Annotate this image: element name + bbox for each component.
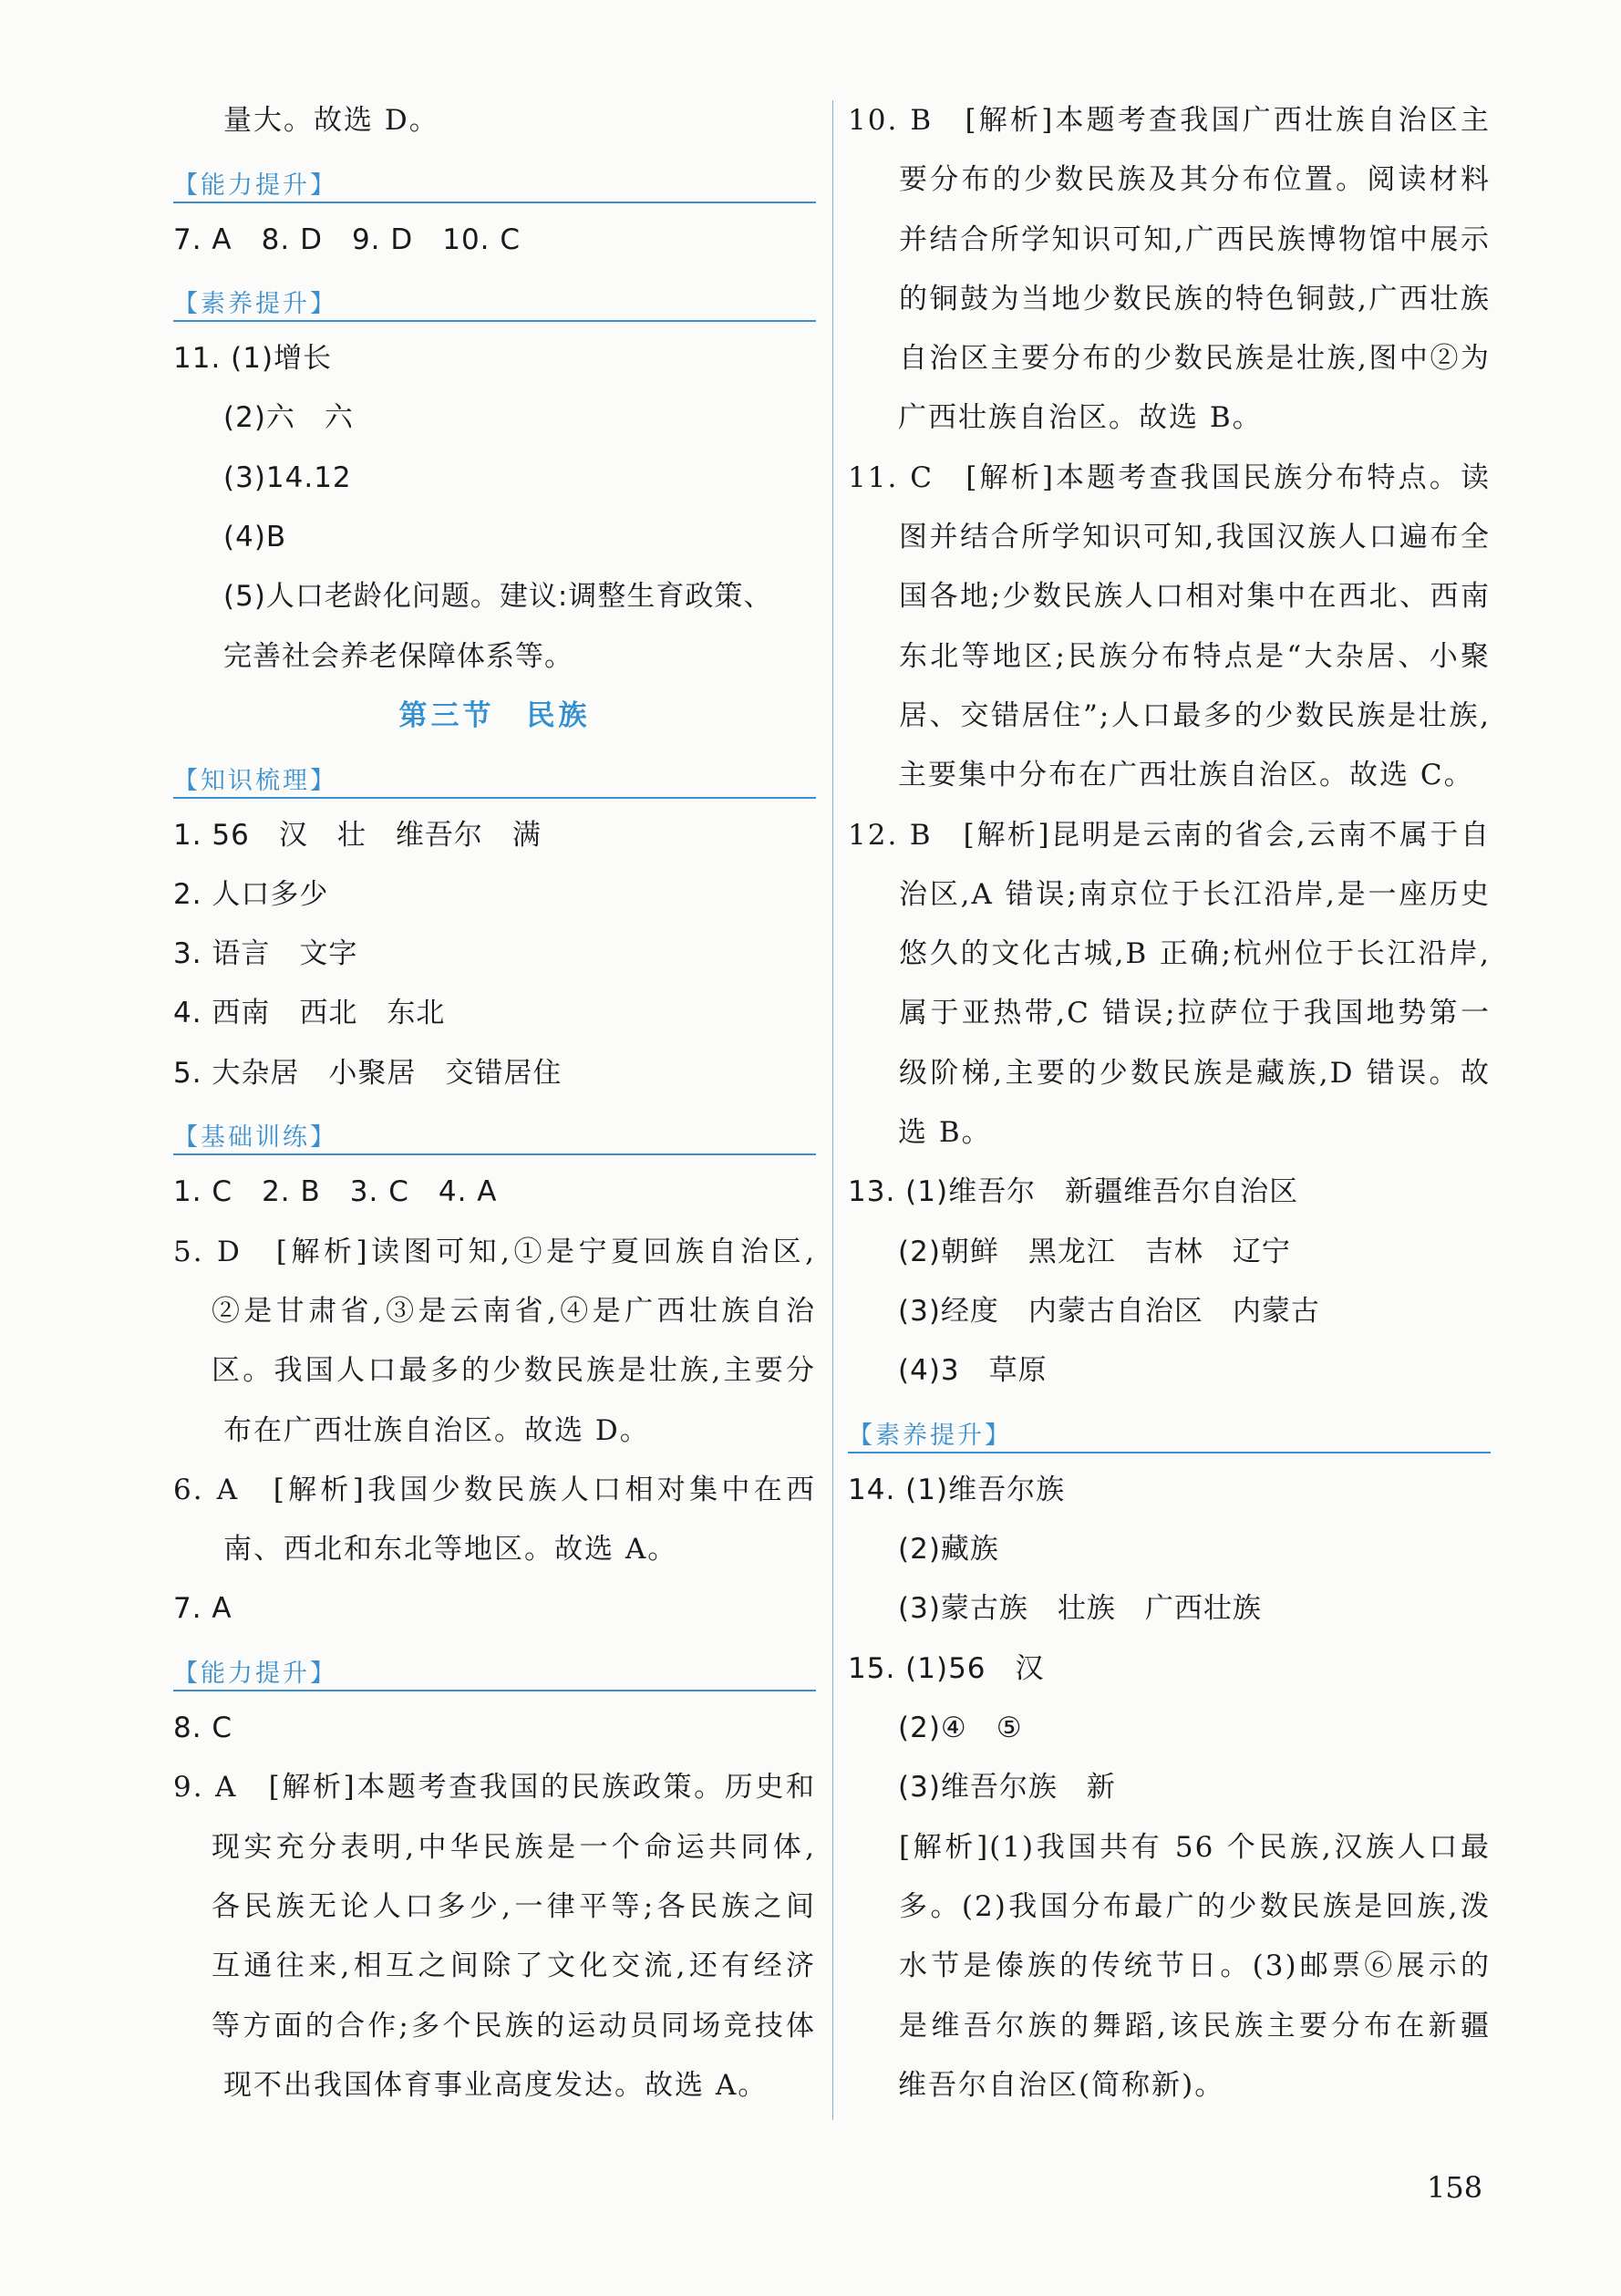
section-title: 【知识梳理】 bbox=[173, 766, 337, 795]
answer-line: (4)3 草原 bbox=[898, 1354, 1048, 1388]
chapter-title: 第三节 民族 bbox=[398, 698, 591, 732]
answer-line: 2. 人口多少 bbox=[173, 877, 329, 911]
answer-line: [解析](1)我国共有 56 个民族,汉族人口最 bbox=[899, 1830, 1491, 1864]
answer-line: 量大。故选 D。 bbox=[223, 104, 439, 137]
section-header bbox=[173, 746, 816, 805]
right-column bbox=[848, 91, 1491, 2115]
section-rule bbox=[173, 202, 816, 203]
answer-line: 自治区主要分布的少数民族是壮族,图中②为 bbox=[899, 342, 1491, 376]
answer-line: 水节是傣族的传统节日。(3)邮票⑥展示的 bbox=[899, 1950, 1491, 1983]
answer-line: 4. 西南 西北 东北 bbox=[173, 997, 446, 1030]
answer-line: 7. A bbox=[173, 1592, 232, 1626]
answer-line: 1. C 2. B 3. C 4. A bbox=[173, 1175, 498, 1209]
answer-line: ②是甘肃省,③是云南省,④是广西壮族自治 bbox=[212, 1294, 816, 1328]
answer-line: 各民族无论人口多少,一律平等;各民族之间 bbox=[212, 1889, 816, 1923]
section-rule bbox=[173, 1153, 816, 1155]
answer-line: 国各地;少数民族人口相对集中在西北、西南 bbox=[899, 580, 1491, 614]
section-title: 【能力提升】 bbox=[173, 171, 337, 200]
section-rule bbox=[173, 797, 816, 799]
answer-line: (4)B bbox=[223, 521, 287, 554]
answer-line: (3)维吾尔族 新 bbox=[898, 1771, 1116, 1805]
answer-line: (2)朝鲜 黑龙江 吉林 辽宁 bbox=[898, 1235, 1291, 1268]
answer-line: 是维吾尔族的舞蹈,该民族主要分布在新疆 bbox=[899, 2009, 1491, 2043]
answer-line: 10. B [解析]本题考查我国广西壮族自治区主 bbox=[848, 104, 1491, 137]
answer-line: 3. 语言 文字 bbox=[173, 937, 358, 971]
answer-line: 互通往来,相互之间除了文化交流,还有经济 bbox=[212, 1950, 816, 1983]
left-column bbox=[173, 91, 816, 2115]
section-header bbox=[848, 1401, 1491, 1461]
answer-line: 广西壮族自治区。故选 B。 bbox=[898, 401, 1263, 435]
answer-line: 14. (1)维吾尔族 bbox=[848, 1473, 1066, 1506]
section-title: 【能力提升】 bbox=[173, 1660, 337, 1689]
answer-line: 5. D [解析]读图可知,①是宁夏回族自治区, bbox=[173, 1235, 816, 1268]
answer-line: (3)经度 内蒙古自治区 内蒙古 bbox=[898, 1294, 1320, 1328]
page-number: 158 bbox=[1427, 2170, 1483, 2205]
column-divider bbox=[832, 100, 833, 2120]
answer-line: 布在广西壮族自治区。故选 D。 bbox=[223, 1413, 650, 1447]
answer-line: 11. (1)增长 bbox=[173, 342, 333, 376]
answer-line: (2)六 六 bbox=[223, 401, 354, 435]
section-header bbox=[173, 1639, 816, 1699]
answer-line: 现不出我国体育事业高度发达。故选 A。 bbox=[223, 2068, 769, 2102]
answer-line: 图并结合所学知识可知,我国汉族人口遍布全 bbox=[899, 521, 1491, 554]
answer-line: 区。我国人口最多的少数民族是壮族,主要分 bbox=[212, 1354, 816, 1388]
answer-line: 居、交错居住”;人口最多的少数民族是壮族, bbox=[899, 698, 1491, 732]
section-title: 【素养提升】 bbox=[848, 1421, 1012, 1450]
section-title: 【素养提升】 bbox=[173, 290, 337, 319]
section-header bbox=[173, 150, 816, 210]
answer-line: 的铜鼓为当地少数民族的特色铜鼓,广西壮族 bbox=[899, 282, 1491, 315]
answer-line: 13. (1)维吾尔 新疆维吾尔自治区 bbox=[848, 1175, 1299, 1209]
answer-line: (5)人口老龄化问题。建议:调整生育政策、 bbox=[223, 580, 773, 614]
answer-line: 完善社会养老保障体系等。 bbox=[223, 639, 573, 673]
answer-line: (3)蒙古族 壮族 广西壮族 bbox=[898, 1592, 1262, 1626]
section-header bbox=[173, 1103, 816, 1163]
section-rule bbox=[848, 1452, 1491, 1453]
answer-line: 级阶梯,主要的少数民族是藏族,D 错误。故 bbox=[899, 1056, 1491, 1090]
answer-line: 5. 大杂居 小聚居 交错居住 bbox=[173, 1056, 563, 1090]
answer-line: (2)④ ⑤ bbox=[898, 1712, 1023, 1745]
answer-line: 悠久的文化古城,B 正确;杭州位于长江沿岸, bbox=[899, 937, 1491, 971]
answer-line: (3)14.12 bbox=[223, 460, 352, 494]
answer-line: 11. C [解析]本题考查我国民族分布特点。读 bbox=[848, 460, 1491, 494]
answer-line: 选 B。 bbox=[898, 1116, 992, 1150]
answer-line: 7. A 8. D 9. D 10. C bbox=[173, 222, 521, 256]
answer-line: 9. A [解析]本题考查我国的民族政策。历史和 bbox=[173, 1771, 816, 1805]
answer-line: 现实充分表明,中华民族是一个命运共同体, bbox=[212, 1830, 816, 1864]
answer-line: 南、西北和东北等地区。故选 A。 bbox=[223, 1533, 678, 1567]
section-rule bbox=[173, 1690, 816, 1691]
answer-line: 要分布的少数民族及其分布位置。阅读材料 bbox=[899, 163, 1491, 197]
answer-line: 并结合所学知识可知,广西民族博物馆中展示 bbox=[899, 222, 1491, 256]
answer-line: 8. C bbox=[173, 1712, 233, 1745]
answer-line: 12. B [解析]昆明是云南的省会,云南不属于自 bbox=[848, 818, 1491, 852]
answer-line: 治区,A 错误;南京位于长江沿岸,是一座历史 bbox=[899, 877, 1491, 911]
answer-line: 东北等地区;民族分布特点是“大杂居、小聚 bbox=[899, 639, 1491, 673]
answer-line: 主要集中分布在广西壮族自治区。故选 C。 bbox=[898, 759, 1474, 792]
answer-line: 1. 56 汉 壮 维吾尔 满 bbox=[173, 818, 542, 852]
answer-line: (2)藏族 bbox=[898, 1533, 999, 1567]
answer-line: 等方面的合作;多个民族的运动员同场竞技体 bbox=[212, 2009, 816, 2043]
answer-line: 15. (1)56 汉 bbox=[848, 1651, 1045, 1685]
answer-line: 属于亚热带,C 错误;拉萨位于我国地势第一 bbox=[899, 997, 1491, 1030]
section-header bbox=[173, 270, 816, 329]
answer-line: 维吾尔自治区(简称新)。 bbox=[898, 2068, 1225, 2102]
section-rule bbox=[173, 320, 816, 322]
section-title: 【基础训练】 bbox=[173, 1123, 337, 1153]
answer-line: 6. A [解析]我国少数民族人口相对集中在西 bbox=[173, 1473, 816, 1506]
answer-line: 多。(2)我国分布最广的少数民族是回族,泼 bbox=[899, 1889, 1491, 1923]
